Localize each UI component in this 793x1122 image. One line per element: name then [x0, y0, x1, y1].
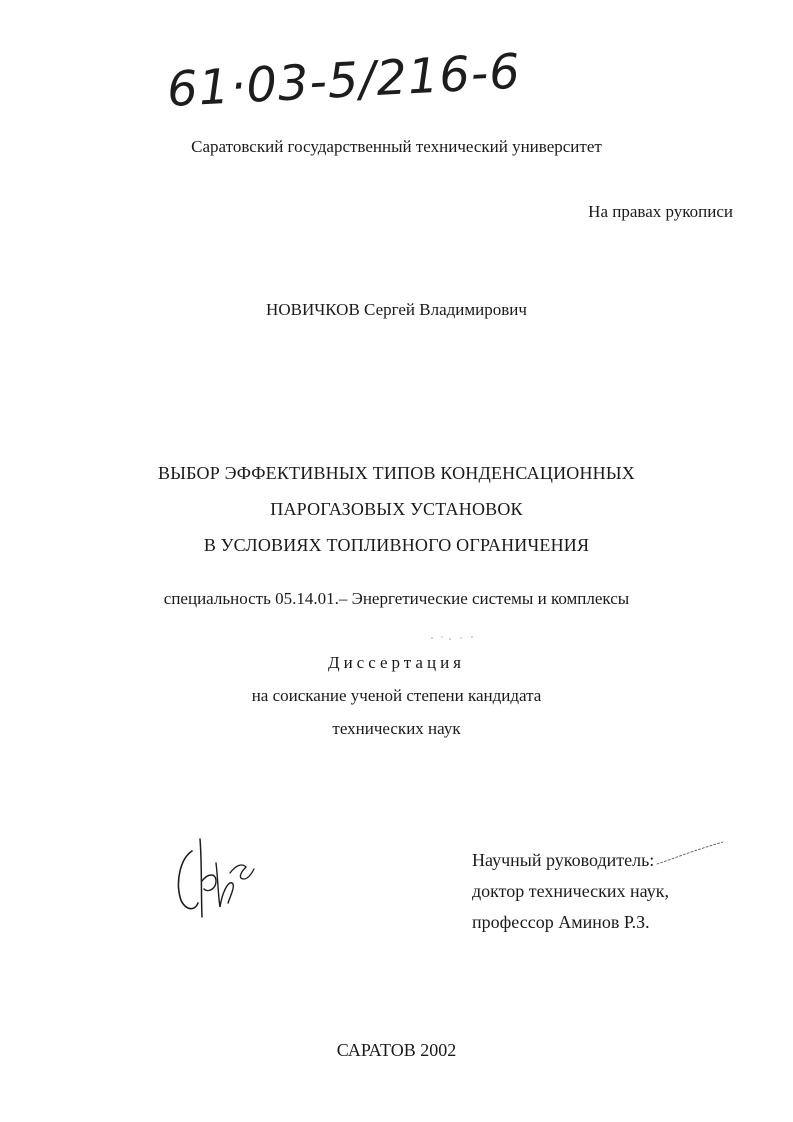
- manuscript-note: На правах рукописи: [588, 202, 733, 221]
- city-year: САРАТОВ 2002: [336, 1040, 457, 1060]
- title-line: ВЫБОР ЭФФЕКТИВНЫХ ТИПОВ КОНДЕНСАЦИОННЫХ: [158, 463, 635, 483]
- supervisor-name: профессор Аминов Р.З.: [472, 912, 650, 932]
- signature-svg: [170, 833, 260, 928]
- scan-speck-marks: [428, 630, 478, 640]
- handwritten-code-text: 61·03-5/216-6: [165, 43, 523, 118]
- title-line: ПАРОГАЗОВЫХ УСТАНОВОК: [270, 499, 523, 519]
- specialty-line: специальность 05.14.01.– Энергетические системы и комплексы: [163, 589, 630, 608]
- document-type: Диссертация: [327, 653, 465, 672]
- supervisor-block: [472, 845, 752, 938]
- handwritten-archive-code: [165, 43, 523, 138]
- supervisor-degree: доктор технических наук,: [472, 881, 669, 901]
- handwritten-code-svg: [165, 43, 523, 138]
- degree-line: технических наук: [332, 719, 461, 738]
- author-name: НОВИЧКОВ Сергей Владимирович: [266, 300, 527, 319]
- supervisor-label: Научный руководитель:: [472, 850, 655, 870]
- scan-speck-svg: [428, 633, 478, 643]
- title-line: В УСЛОВИЯХ ТОПЛИВНОГО ОГРАНИЧЕНИЯ: [203, 535, 590, 555]
- handwritten-signature: [170, 833, 260, 928]
- dissertation-title: [0, 455, 793, 563]
- university-name: Саратовский государственный технический университет: [191, 137, 602, 156]
- degree-line: на соискание ученой степени кандидата: [251, 686, 542, 705]
